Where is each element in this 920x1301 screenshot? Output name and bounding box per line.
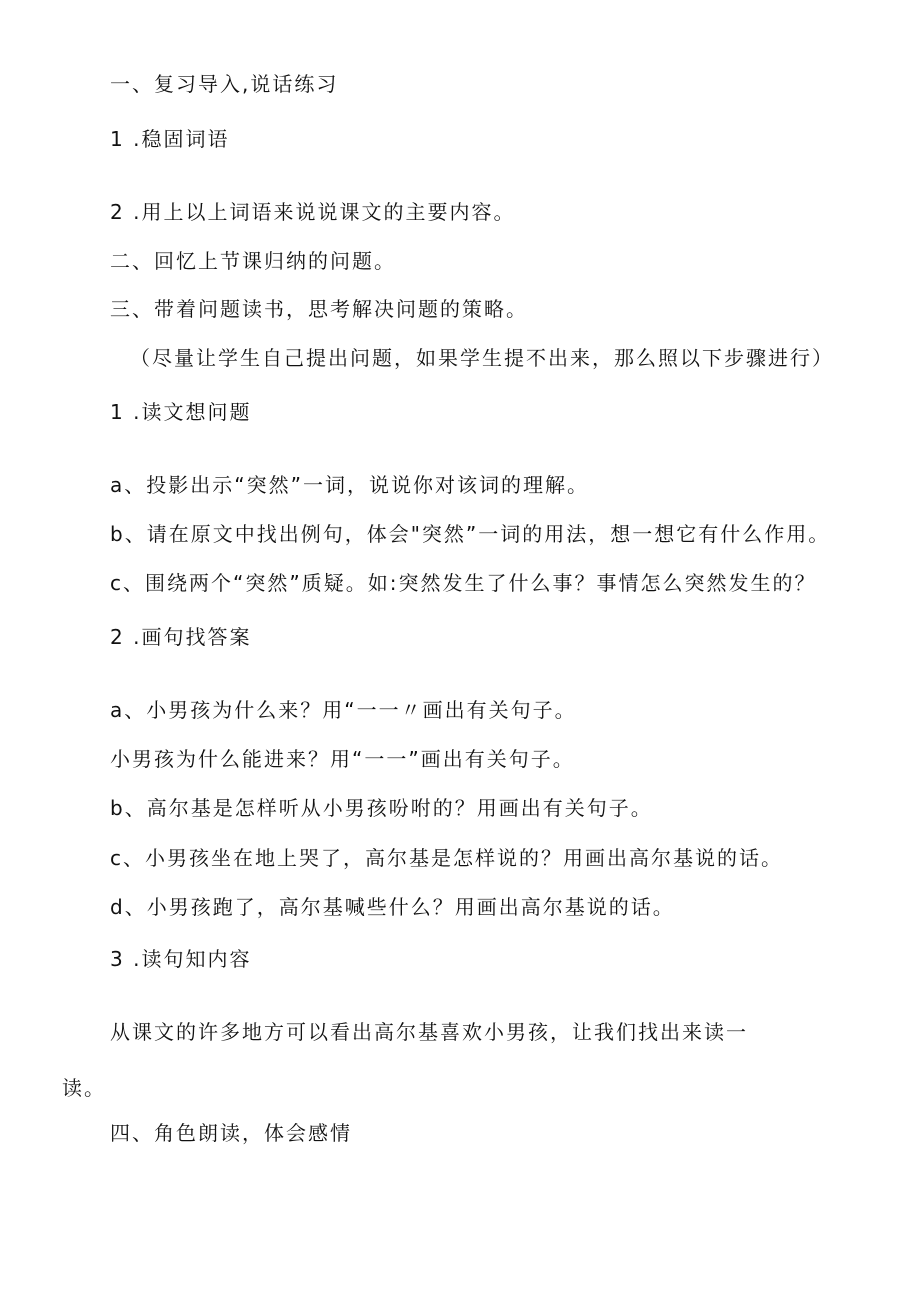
step-a-suddenly-meaning: a、投影出示“突然”一词，说说你对该词的理解。: [110, 473, 589, 497]
item-consolidate-words: 1 .稳固词语: [110, 127, 230, 151]
heading-read-with-questions: 三、带着问题读书，思考解决问题的策略。: [110, 297, 528, 321]
step-b-find-examples: b、请在原文中找出例句，体会"突然”一词的用法，想一想它有什么作用。: [110, 522, 831, 546]
heading-recall-questions: 二、回忆上节课归纳的问题。: [110, 249, 396, 273]
answer-a-why-came: a、小男孩为什么来？用“一一〃画出有关句子。: [110, 698, 577, 722]
answer-d-ran: d、小男孩跑了，高尔基喊些什么？用画出高尔基说的话。: [110, 895, 675, 919]
answer-c-cry: c、小男孩坐在地上哭了，高尔基是怎样说的？用画出高尔基说的话。: [110, 846, 783, 870]
item-mark-answers: 2 .画句找答案: [110, 625, 252, 649]
heading-review-intro: 一、复习导入,说话练习: [110, 72, 339, 96]
item-retell-content: 2 .用上以上词语来说说课文的主要内容。: [110, 200, 516, 224]
item-read-sentences: 3 .读句知内容: [110, 947, 252, 971]
step-c-question-suddenly: c、围绕两个“突然”质疑。如:突然发生了什么事？事情怎么突然发生的？: [110, 571, 817, 595]
item-read-think-questions: 1 .读文想问题: [110, 400, 252, 424]
heading-role-reading: 四、角色朗读，体会感情: [110, 1121, 352, 1145]
answer-a-why-enter: 小男孩为什么能进来？用“一一”画出有关句子。: [110, 747, 575, 771]
paragraph-find-and-read-continued: 读。: [62, 1076, 106, 1100]
paragraph-find-and-read: 从课文的许多地方可以看出高尔基喜欢小男孩，让我们找出来读一: [110, 1020, 748, 1044]
note-steps: （尽量让学生自己提出问题，如果学生提不出来，那么照以下步骤进行）: [130, 346, 834, 370]
answer-b-obey: b、高尔基是怎样听从小男孩吩咐的？用画出有关句子。: [110, 796, 653, 820]
